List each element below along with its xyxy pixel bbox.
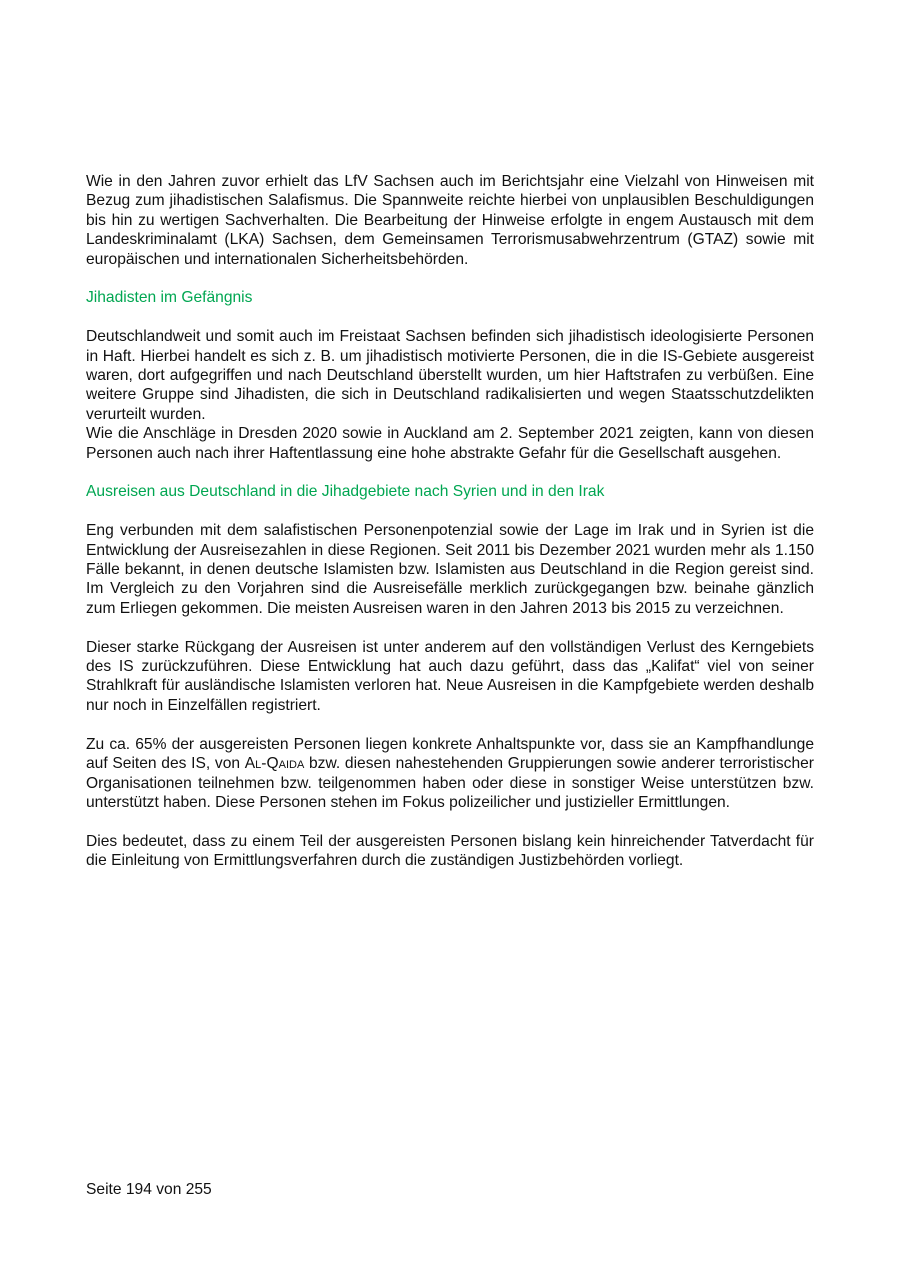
paragraph-departures-3-part2: bzw. diesen nahestehenden Gruppierungen sowie anderer terroristischer Organisationen teilnehmen bzw. teilgenommen haben oder diese in sonstiger Weise unterstützen bzw. unterstützt haben. Diese Personen stehen im Fokus polizeilicher und justizieller Ermittlungen. <box>86 755 815 811</box>
intro-paragraph: Wie in den Jahren zuvor erhielt das LfV Sachsen auch im Berichtsjahr eine Vielzahl von Hinweisen mit Bezug zum jihadistischen Salafismus. Die Spannweite reichte hierbei von unplausiblen Beschuldigungen bis hin zu wertigen Sachverhalten. Die Bearbeitung der Hinweise erfolgte in engem Austausch mit dem Landeskriminalamt (LKA) Sachsen, dem Gemeinsamen Terrorismusabwehrzentrum (GTAZ) sowie mit europäischen und internationalen Sicherheitsbehörden. <box>86 173 814 268</box>
page-number: Seite 194 von 255 <box>86 1181 212 1198</box>
organization-name: Al-Qaida <box>244 755 305 773</box>
paragraph-prison-2: Wie die Anschläge in Dresden 2020 sowie in Auckland am 2. September 2021 zeigten, kann von diesen Personen auch nach ihrer Haftentlassung eine hohe abstrakte Gefahr für die Gesellschaft ausgehen. <box>86 425 814 462</box>
section-heading-prison: Jihadisten im Gefängnis <box>86 289 253 307</box>
section-heading-departures: Ausreisen aus Deutschland in die Jihadgebiete nach Syrien und in den Irak <box>86 483 605 501</box>
paragraph-departures-3 <box>86 735 814 813</box>
paragraph-departures-4: Dies bedeutet, dass zu einem Teil der ausgereisten Personen bislang kein hinreichender Tatverdacht für die Einleitung von Ermittlungsverfahren durch die zuständigen Justizbehörden vorliegt. <box>86 832 814 870</box>
paragraph-departures-1: Eng verbunden mit dem salafistischen Personenpotenzial sowie der Lage im Irak und in Syrien ist die Entwicklung der Ausreisezahlen in diese Regionen. Seit 2011 bis Dezember 2021 wurden mehr als 1.150 Fälle bekannt, in denen deutsche Islamisten bzw. Islamisten aus Deutschland in die Region gereist sind. Im Vergleich zu den Vorjahren sind die Ausreisefälle merklich zurückgegangen bzw. beinahe gänzlich zum Erliegen gekommen. Die meisten Ausreisen waren in den Jahren 2013 bis 2015 zu verzeichnen. <box>86 522 814 617</box>
page-content <box>86 172 814 871</box>
paragraph-departures-2: Dieser starke Rückgang der Ausreisen ist unter anderem auf den vollständigen Verlust des Kerngebiets des IS zurückzuführen. Diese Entwicklung hat auch dazu geführt, dass das „Kalifat“ viel von seiner Strahlkraft für ausländische Islamisten verloren hat. Neue Ausreisen in die Kampfgebiete werden deshalb nur noch in Einzelfällen registriert. <box>86 638 814 714</box>
paragraph-departures-3-part1: Zu ca. 65% der ausgereisten Personen liegen konkrete Anhaltspunkte vor, dass sie an Kampfhandlunge auf Seiten des IS, von <box>86 735 814 773</box>
paragraph-prison-1: Deutschlandweit und somit auch im Freistaat Sachsen befinden sich jihadistisch ideologisierte Personen in Haft. Hierbei handelt es sich z. B. um jihadistisch motivierte Personen, die in die IS-Gebiete ausgereist waren, dort aufgegriffen und nach Deutschland überstellt wurden, um hier Haftstrafen zu verbüßen. Eine weitere Gruppe sind Jihadisten, die sich in Deutschland radikalisierten und wegen Staatsschutzdelikten verurteilt wurden. <box>86 328 814 423</box>
